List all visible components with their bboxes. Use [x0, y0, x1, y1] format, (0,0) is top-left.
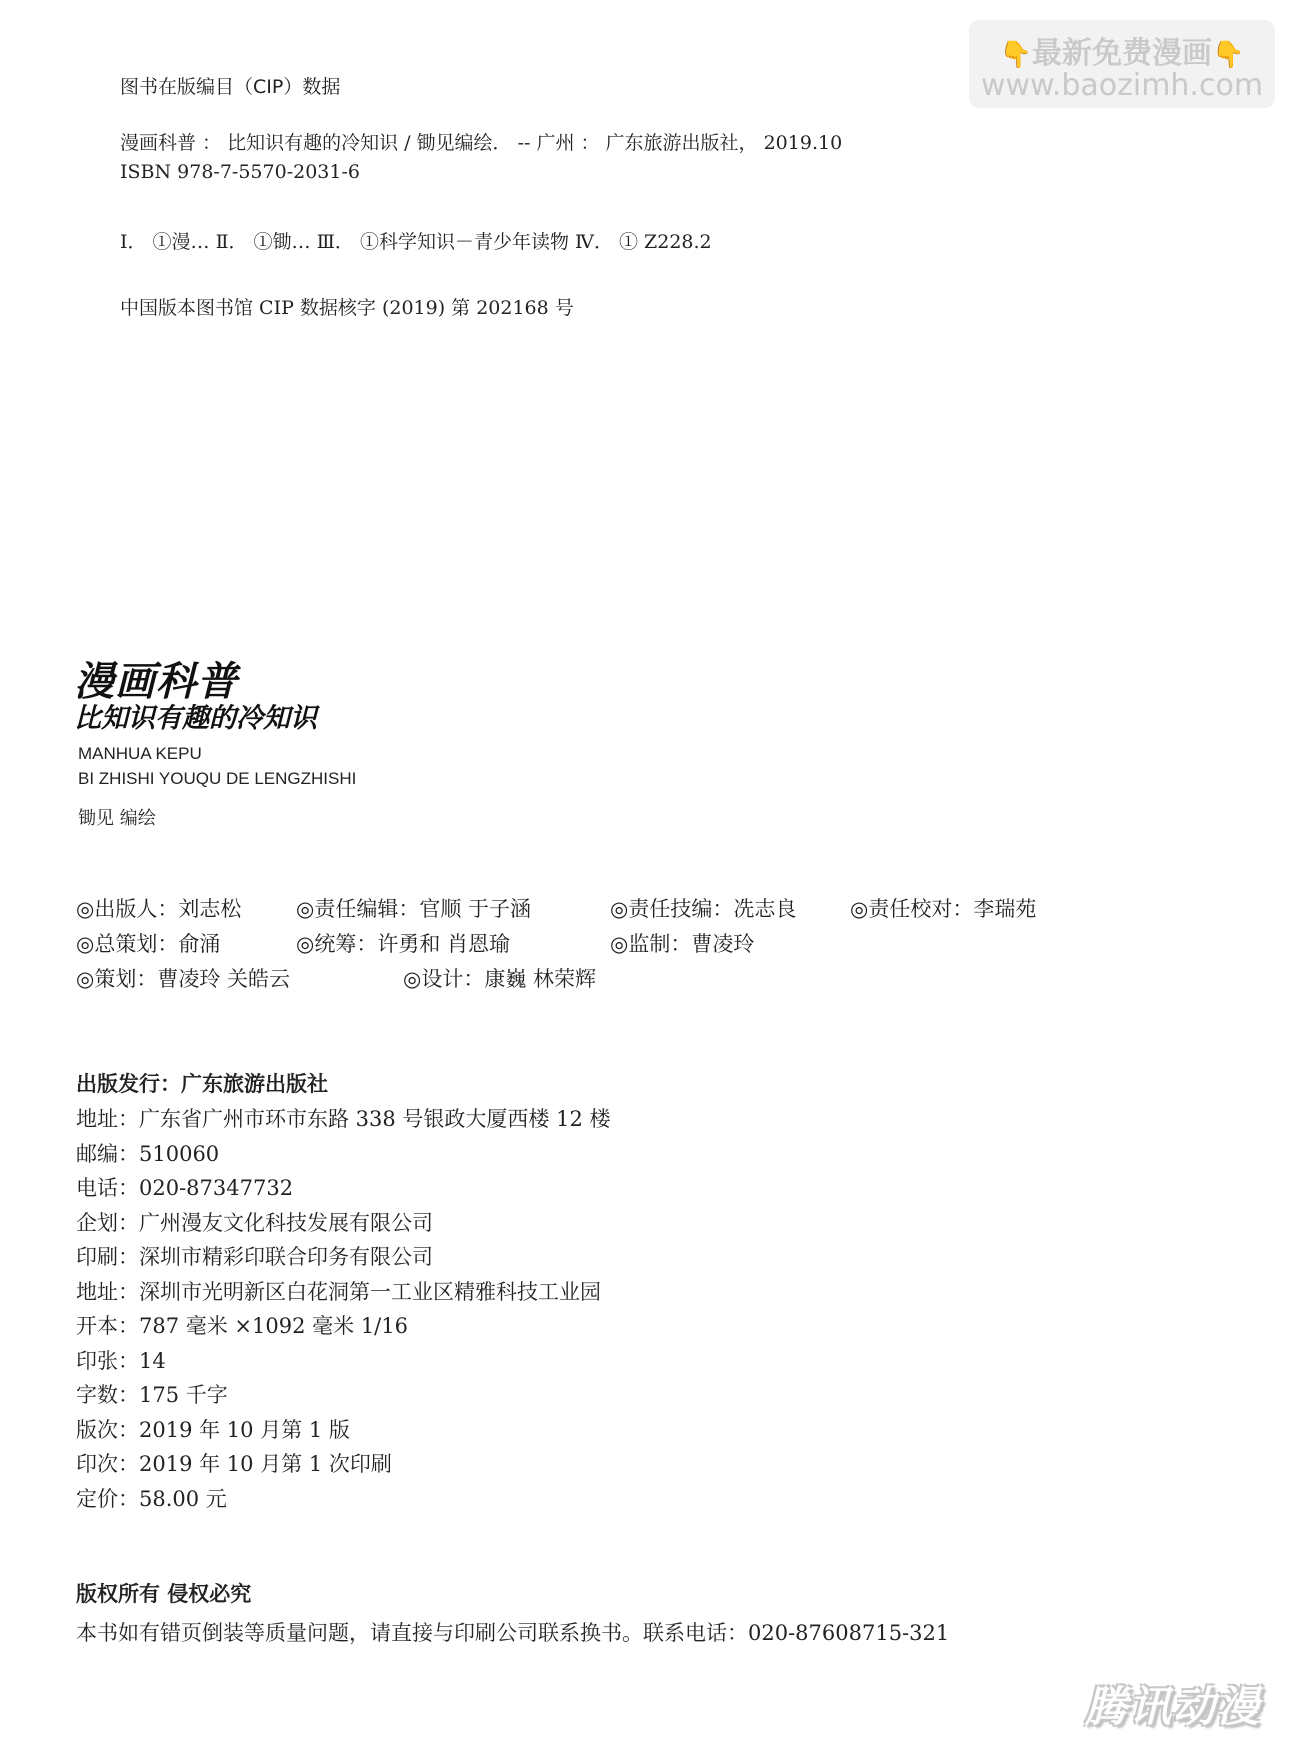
info-printer-address: 地址：深圳市光明新区白花洞第一工业区精雅科技工业园: [76, 1280, 601, 1304]
info-price: 定价：58.00 元: [76, 1487, 227, 1511]
credit-planners: ◎策划：曹凌玲 关皓云: [76, 967, 290, 991]
book-subtitle: 比知识有趣的冷知识: [74, 703, 317, 734]
rights-note: 本书如有错页倒装等质量问题，请直接与印刷公司联系换书。联系电话：020-87608715-321: [76, 1621, 950, 1645]
credit-publisher: ◎出版人：刘志松: [76, 897, 242, 921]
pointing-down-icon: 👇: [1212, 40, 1245, 70]
rights-heading: 版权所有 侵权必究: [76, 1581, 252, 1606]
book-author: 锄见 编绘: [78, 808, 156, 829]
watermark-text: 最新免费漫画: [1032, 36, 1212, 71]
book-pinyin-subtitle: BI ZHISHI YOUQU DE LENGZHISHI: [78, 769, 357, 788]
info-sheets: 印张：14: [76, 1349, 166, 1373]
credit-proofreader: ◎责任校对：李瑞苑: [850, 897, 1037, 921]
info-printing: 印次：2019 年 10 月第 1 次印刷: [76, 1452, 392, 1476]
info-edition: 版次：2019 年 10 月第 1 版: [76, 1418, 350, 1442]
cip-heading: 图书在版编目（CIP）数据: [120, 76, 341, 98]
cip-line-classification: Ⅰ． ①漫… Ⅱ． ①锄… Ⅲ． ①科学知识－青少年读物 Ⅳ． ① Z228.2: [120, 231, 712, 253]
info-planning: 企划：广州漫友文化科技发展有限公司: [76, 1211, 433, 1235]
book-pinyin-title: MANHUA KEPU: [78, 744, 202, 763]
info-postcode: 邮编：510060: [76, 1142, 220, 1166]
info-printer: 印刷：深圳市精彩印联合印务有限公司: [76, 1245, 433, 1269]
watermark-badge: [969, 20, 1275, 108]
publisher-heading: 出版发行：广东旅游出版社: [76, 1071, 328, 1096]
cip-line-record: 中国版本图书馆 CIP 数据核字 (2019) 第 202168 号: [120, 297, 574, 319]
cip-line-isbn: ISBN 978-7-5570-2031-6: [120, 161, 360, 183]
watermark-line-1: [969, 28, 1275, 72]
tencent-comic-logo: 腾讯动漫: [1084, 1682, 1261, 1731]
credit-editors: ◎责任编辑：官顺 于子涵: [296, 897, 531, 921]
credit-designers: ◎设计：康巍 林荣辉: [403, 967, 596, 991]
pointing-down-icon: 👇: [999, 40, 1032, 70]
cip-line-title: 漫画科普 ： 比知识有趣的冷知识 / 锄见编绘． -- 广州 ： 广东旅游出版社， 2019.10: [120, 132, 843, 154]
credit-tech-editor: ◎责任技编：冼志良: [610, 897, 797, 921]
credit-supervisor: ◎监制：曹凌玲: [610, 932, 755, 956]
credit-chief-planner: ◎总策划：俞涌: [76, 932, 221, 956]
book-title: 漫画科普: [74, 659, 238, 705]
info-address: 地址：广东省广州市环市东路 338 号银政大厦西楼 12 楼: [76, 1107, 611, 1131]
watermark-url: www.baozimh.com: [980, 68, 1264, 103]
info-format: 开本：787 毫米 ×1092 毫米 1/16: [76, 1314, 408, 1338]
info-word-count: 字数：175 千字: [76, 1383, 228, 1407]
info-phone: 电话：020-87347732: [76, 1176, 294, 1200]
credit-coordinators: ◎统筹：许勇和 肖恩瑜: [296, 932, 510, 956]
